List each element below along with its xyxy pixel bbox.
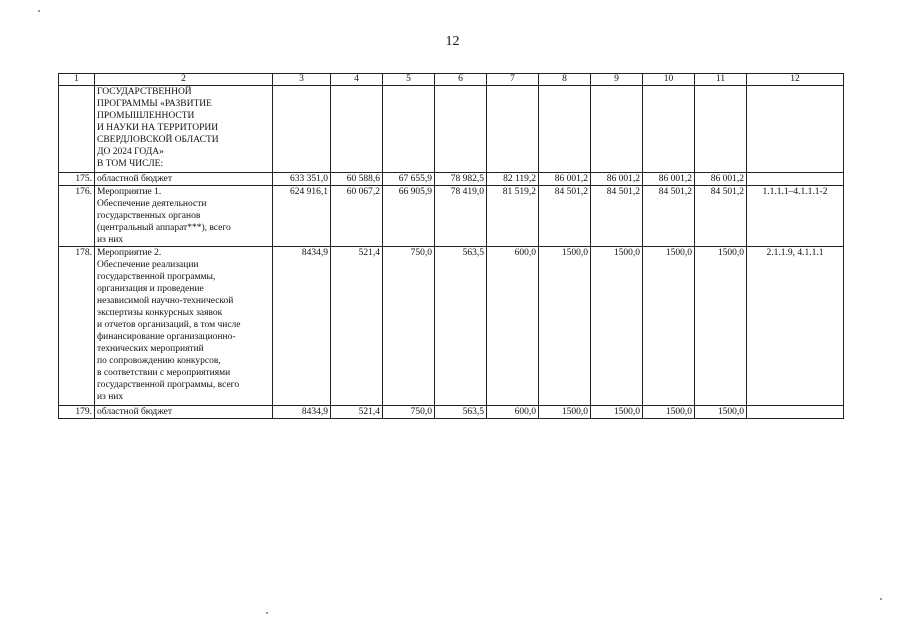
scan-speck [880,598,882,600]
page-number: 12 [445,34,460,49]
year-value: 521,4 [331,247,383,406]
year-value: 521,4 [331,406,383,419]
program-title-line: СВЕРДЛОВСКОЙ ОБЛАСТИ [97,135,219,145]
row-number: 176. [59,186,95,247]
year-value: 86 001,2 [539,173,591,186]
column-header: 5 [383,74,435,86]
target-indicators [747,173,844,186]
year-value: 750,0 [383,247,435,406]
year-value: 1500,0 [539,247,591,406]
program-title-row [59,86,844,173]
year-value: 1500,0 [643,406,695,419]
target-indicators [747,406,844,419]
program-title-line: ГОСУДАРСТВЕННОЙ [97,87,192,97]
scan-speck [266,612,268,614]
year-value: 60 067,2 [331,186,383,247]
table-row [59,186,844,247]
row-number: 179. [59,406,95,419]
year-value: 600,0 [487,406,539,419]
row-description: Мероприятие 1. Обеспечение деятельности государственных органов (центральный аппарат***), всего из них [95,186,273,247]
budget-table [58,73,844,419]
target-indicators: 2.1.1.9, 4.1.1.1 [747,247,844,406]
year-value: 84 501,2 [591,186,643,247]
column-header: 3 [273,74,331,86]
year-value: 86 001,2 [591,173,643,186]
program-title-line: ДО 2024 ГОДА» [97,147,164,157]
target-indicators: 1.1.1.1–4.1.1.1-2 [747,186,844,247]
year-value: 1500,0 [539,406,591,419]
year-value: 66 905,9 [383,186,435,247]
year-value: 81 519,2 [487,186,539,247]
year-value: 1500,0 [643,247,695,406]
year-value: 82 119,2 [487,173,539,186]
column-header: 12 [747,74,844,86]
table-row [59,247,844,406]
row-number: 178. [59,247,95,406]
year-value: 86 001,2 [695,173,747,186]
year-value: 84 501,2 [539,186,591,247]
table-row [59,173,844,186]
column-header: 7 [487,74,539,86]
program-title-cell [95,86,273,173]
total-value: 8434,9 [273,247,331,406]
row-description: областной бюджет [95,173,273,186]
column-header: 10 [643,74,695,86]
total-value: 624 916,1 [273,186,331,247]
row-number: 175. [59,173,95,186]
year-value: 67 655,9 [383,173,435,186]
program-title-line: ПРОГРАММЫ «РАЗВИТИЕ [97,99,212,109]
year-value: 78 982,5 [435,173,487,186]
column-header: 8 [539,74,591,86]
column-header: 4 [331,74,383,86]
program-title-line: И НАУКИ НА ТЕРРИТОРИИ [97,123,219,133]
year-value: 1500,0 [591,247,643,406]
total-value: 8434,9 [273,406,331,419]
year-value: 750,0 [383,406,435,419]
column-header: 6 [435,74,487,86]
table-row [59,406,844,419]
year-value: 84 501,2 [643,186,695,247]
column-header: 11 [695,74,747,86]
year-value: 86 001,2 [643,173,695,186]
year-value: 1500,0 [695,406,747,419]
column-header: 1 [59,74,95,86]
year-value: 600,0 [487,247,539,406]
year-value: 78 419,0 [435,186,487,247]
year-value: 563,5 [435,406,487,419]
row-description: областной бюджет [95,406,273,419]
program-title-line: В ТОМ ЧИСЛЕ: [97,159,164,169]
column-header: 2 [95,74,273,86]
scan-speck [38,10,40,12]
year-value: 84 501,2 [695,186,747,247]
row-description: Мероприятие 2. Обеспечение реализации государственной программы, организация и проведение независимой научно-технической экспертизы конкурсных заявок и отчетов организаций, в том числе финансирование организационно- технических мероприятий по сопровождению конкурсов, в соответствии с мероприятиями государственной программы, всего из них [95,247,273,406]
year-value: 1500,0 [695,247,747,406]
column-header: 9 [591,74,643,86]
column-number-row [59,74,844,86]
program-title-line: ПРОМЫШЛЕННОСТИ [97,111,195,121]
year-value: 563,5 [435,247,487,406]
year-value: 1500,0 [591,406,643,419]
year-value: 60 588,6 [331,173,383,186]
total-value: 633 351,0 [273,173,331,186]
